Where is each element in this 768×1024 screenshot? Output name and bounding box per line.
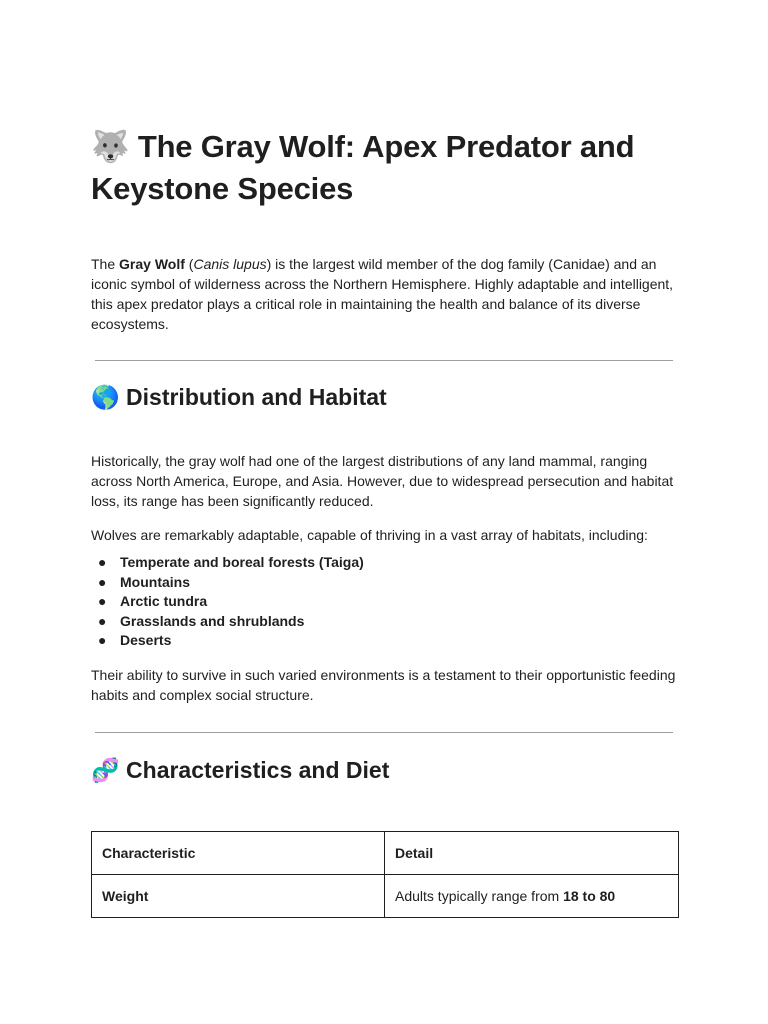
page-title — [91, 126, 679, 210]
section-heading-characteristics-text: Characteristics and Diet — [126, 756, 390, 783]
bullet-icon: ● — [98, 612, 107, 629]
list-item — [91, 612, 679, 632]
distribution-paragraph-3: Their ability to survive in such varied environments is a testament to their opportunistic feeding habits and complex social structure. — [91, 666, 676, 703]
section-heading-distribution — [91, 382, 679, 413]
section-heading-characteristics — [91, 755, 679, 786]
bullet-icon: ● — [98, 573, 107, 590]
habitat-list — [91, 553, 679, 651]
title-line-1: The Gray Wolf: Apex Predator and — [137, 129, 635, 164]
table-header-cell: Characteristic — [92, 831, 385, 874]
bullet-icon: ● — [98, 593, 107, 610]
section-divider-1 — [95, 360, 673, 361]
intro-text-rest: ) is the largest wild member of the dog family (Canidae) and an iconic symbol of wilderness across the Northern Hemisphere. Highly adaptable and intelligent, this apex predator plays a critical role in maintaining the health and balance of its diverse ecosystems. — [91, 256, 674, 332]
list-item — [91, 553, 679, 573]
list-item-label: Grasslands and shrublands — [120, 612, 305, 629]
list-item — [91, 573, 679, 593]
bullet-icon: ● — [98, 632, 107, 649]
wolf-icon: 🐺 — [91, 129, 130, 165]
intro-text-open-paren: ( — [184, 256, 194, 272]
section-divider-2 — [95, 732, 673, 733]
dna-icon: 🧬 — [91, 757, 120, 784]
table-header-row — [92, 831, 679, 874]
table-header-cell: Detail — [385, 831, 679, 874]
characteristics-table — [91, 831, 679, 918]
intro-scientific-name: Canis lupus — [193, 256, 267, 272]
title-line-2: Keystone Species — [91, 171, 354, 206]
distribution-paragraph-2: Wolves are remarkably adaptable, capable of thriving in a vast array of habitats, including: — [91, 527, 648, 543]
list-item — [91, 592, 679, 612]
bullet-icon: ● — [98, 554, 107, 570]
list-item-label: Arctic tundra — [120, 593, 208, 610]
intro-bold-term: Gray Wolf — [119, 256, 185, 272]
list-item-label: Temperate and boreal forests (Taiga) — [120, 554, 364, 570]
table-cell-label: Weight — [92, 874, 385, 917]
table-cell-detail — [385, 874, 679, 917]
list-item-label: Mountains — [120, 573, 190, 590]
intro-text-start: The — [91, 256, 120, 272]
table-row — [92, 874, 679, 917]
intro-paragraph — [91, 254, 679, 334]
list-item — [91, 631, 679, 651]
list-item-label: Deserts — [120, 632, 172, 649]
detail-bold-value: 18 to 80 — [563, 887, 616, 904]
distribution-paragraph-1: Historically, the gray wolf had one of the largest distributions of any land mammal, ranging across North America, Europe, and Asia. However, due to widespread persecution and habitat loss, its range has been significantly reduced. — [91, 453, 674, 509]
document-page — [91, 126, 679, 918]
detail-text: Adults typically range from — [395, 887, 564, 904]
globe-icon: 🌎 — [91, 385, 120, 411]
section-heading-distribution-text: Distribution and Habitat — [126, 384, 387, 410]
